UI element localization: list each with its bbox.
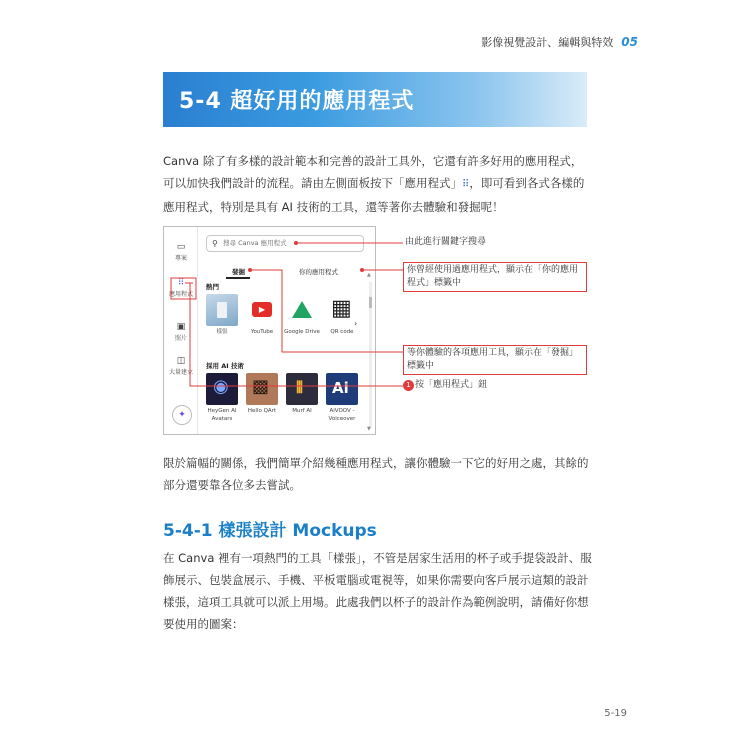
sidebar-item-label: 大量建立 [168, 369, 193, 376]
callout-step [403, 379, 487, 392]
hello-qart-icon [246, 373, 278, 405]
sidebar-item-projects[interactable] [164, 241, 198, 262]
youtube-icon [246, 294, 278, 326]
section-banner [163, 72, 587, 127]
murf-ai-icon [286, 373, 318, 405]
tab-your-apps[interactable]: 你的應用程式 [299, 268, 338, 276]
paragraph-2: 限於篇幅的關係，我們簡單介紹幾種應用程式，讓你體驗一下它的好用之處，其餘的部分還要靠各位多去嘗試。 [163, 456, 589, 492]
search-placeholder: 搜尋 Canva 應用程式 [223, 239, 287, 247]
callout-your-apps: 你曾經使用過應用程式，顯示在「你的應用程式」標籤中 [403, 262, 587, 292]
apps-icon: ⠿ [177, 278, 185, 288]
heygen-icon [206, 373, 238, 405]
app-label: Google Drive [284, 329, 320, 335]
sidebar-item-bulk-create[interactable] [164, 355, 198, 376]
canva-apps-panel [163, 226, 376, 435]
callout-discover: 等你體驗的各項應用工具，顯示在「發掘」標籤中 [403, 345, 587, 375]
chapter-number: 05 [621, 35, 638, 49]
paragraph-3: 在 Canva 裡有一項熱門的工具「樣張」，不管是居家生活用的杯子或手提袋設計、服飾展示、包裝盒展示、手機、平板電腦或電視等，如果你需要向客戶展示這類的設計樣張，這項工具就可以派上用場。此處我們以杯子的設計作為範例說明，請備好你想要使用的圖案： [163, 551, 592, 631]
app-label: 樣張 [216, 329, 228, 335]
sidebar-item-label: 應用程式 [168, 291, 193, 298]
app-murf-ai[interactable] [286, 373, 318, 415]
magic-sparkle-button[interactable]: ✦ [172, 405, 192, 425]
category-ai: 採用 AI 技術 [206, 362, 244, 370]
intro-text-after: ，即可看到各式各樣的應用程式，特別是具有 AI 技術的工具，還等著你去體驗和發掘呢！ [163, 176, 585, 214]
scroll-up-icon[interactable]: ▲ [367, 272, 371, 278]
sidebar [164, 227, 198, 434]
category-hot: 熱門 [206, 283, 219, 291]
running-head [481, 34, 638, 50]
app-label: Murf AI [292, 408, 312, 414]
app-aivoov[interactable] [326, 373, 358, 423]
sidebar-item-label: 專案 [174, 255, 187, 262]
apps-icon: ⠿ [462, 179, 470, 190]
mockups-thumbnail [206, 294, 238, 326]
google-drive-icon [286, 294, 318, 326]
intro-text-before: Canva 除了有多樣的設計範本和完善的設計工具外，它還有許多好用的應用程式，可以加快我們設計的流程。請由左側面板按下「應用程式」 [163, 154, 583, 190]
app-label: Hello QArt [247, 408, 277, 414]
aivoov-icon [326, 373, 358, 405]
active-tab-indicator [226, 277, 250, 279]
sidebar-item-label: 照片 [174, 335, 187, 342]
app-youtube[interactable] [246, 294, 278, 336]
scroll-down-icon[interactable]: ▼ [367, 426, 371, 432]
app-mockups[interactable] [206, 294, 238, 336]
app-heygen[interactable] [206, 373, 238, 423]
step-number-badge: 1 [403, 380, 414, 391]
image-icon: ▣ [176, 322, 186, 332]
search-input[interactable] [206, 235, 364, 252]
app-label: HeyGen AI Avatars [207, 408, 237, 422]
subsection-title: 5-4-1 樣張設計 Mockups [163, 521, 377, 541]
sidebar-item-apps[interactable] [164, 277, 198, 298]
page-number: 5-19 [604, 708, 627, 719]
search-icon: ⚲ [212, 239, 218, 248]
app-google-drive[interactable] [286, 294, 318, 336]
scroll-thumb[interactable] [369, 297, 372, 308]
section-title: 5-4 超好用的應用程式 [179, 89, 415, 114]
bulk-create-icon: ◫ [176, 356, 186, 366]
app-label: YouTube [250, 329, 274, 335]
folder-icon: ▭ [176, 242, 186, 252]
app-label: QR code [330, 329, 354, 335]
chevron-right-icon[interactable]: › [354, 319, 358, 328]
running-head-title: 影像視覺設計、編輯與特效 [481, 36, 614, 49]
app-hello-qart[interactable] [246, 373, 278, 415]
tab-discover[interactable]: 發掘 [232, 268, 245, 276]
intro-paragraph [163, 150, 593, 218]
app-label: AiVOOV - Voiceover [328, 408, 356, 422]
app-qr-code[interactable] [326, 294, 358, 336]
sidebar-item-photos[interactable] [164, 321, 198, 342]
callout-step-text: 按「應用程式」鈕 [415, 380, 488, 390]
callout-search: 由此進行關鍵字搜尋 [405, 237, 487, 247]
